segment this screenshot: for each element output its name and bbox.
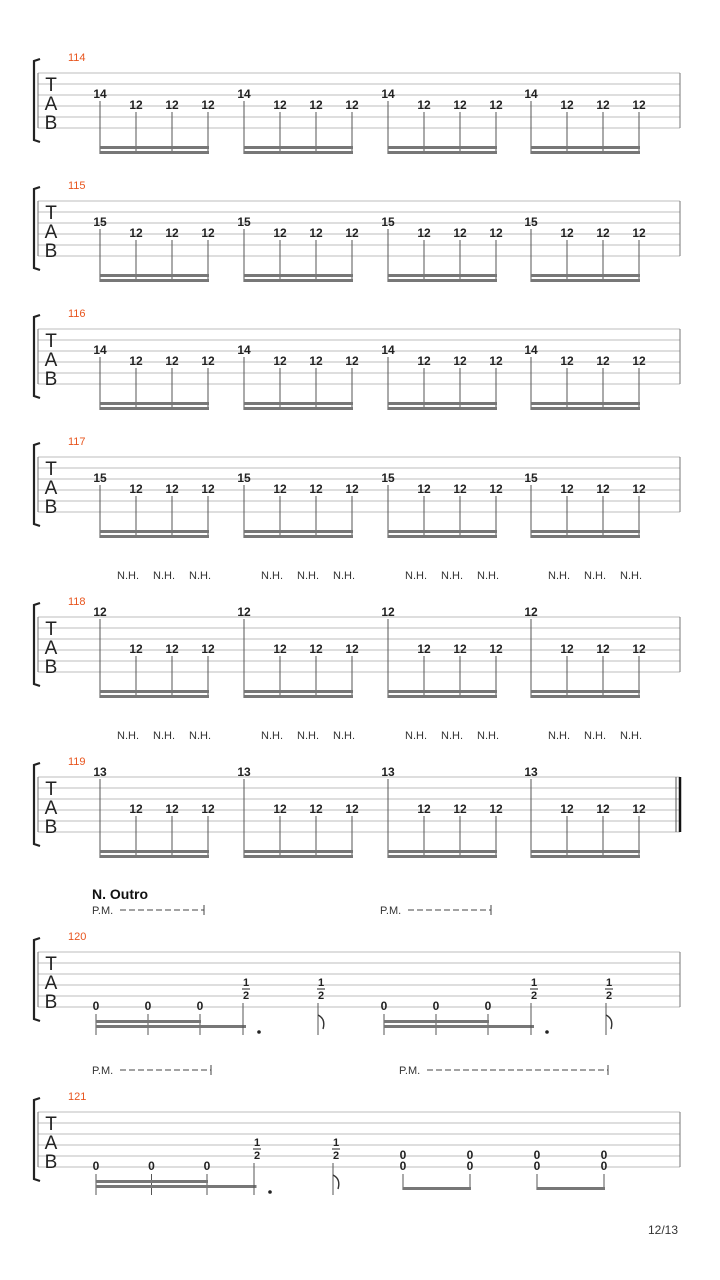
fret-number: 12 [489,642,503,656]
natural-harmonic-mark: N.H. [584,570,606,582]
fret-number: 15 [524,471,538,485]
natural-harmonic-mark: N.H. [297,730,319,742]
measure-number: 116 [68,308,86,320]
note-flag [606,1015,612,1029]
fret-number: 13 [524,765,538,779]
beat-group [93,471,215,538]
system-116-tab-clef-a: A [44,350,58,371]
beam-16th-2 [384,1025,534,1028]
fret-number: 12 [273,354,287,368]
fret-number: 12 [273,802,287,816]
beam-16th-1 [96,1180,208,1183]
beam-16th-2 [531,855,640,858]
beat-group [381,215,503,282]
fret-number: 14 [93,343,107,357]
fret-number: 12 [453,98,467,112]
beat-group [381,471,503,538]
system-115-tab-clef-b: B [44,241,58,262]
natural-harmonic-mark: N.H. [477,730,499,742]
beam-16th-1 [384,1020,489,1023]
beam-16th-2 [531,279,640,282]
fraction-numerator: 1 [317,977,325,989]
fret-number: 12 [201,482,215,496]
fret-number: 12 [596,354,610,368]
fret-number: 0 [600,1159,608,1173]
fret-number: 12 [596,642,610,656]
fret-number: 12 [93,605,107,619]
fret-number: 14 [524,343,538,357]
natural-harmonic-mark: N.H. [405,570,427,582]
beat-group [93,87,215,154]
beam-16th-1 [244,850,353,853]
fret-number: 12 [345,98,359,112]
note-flag [333,1175,339,1189]
natural-harmonic-mark: N.H. [189,730,211,742]
system-117 [34,436,680,538]
beat-group [237,215,359,282]
fret-number: 12 [489,802,503,816]
fret-number: 12 [632,642,646,656]
fret-number: 0 [600,1148,608,1162]
fret-number: 12 [453,642,467,656]
fret-number: 12 [129,642,143,656]
fret-number: 12 [524,605,538,619]
measure-number: 120 [68,931,87,943]
system-120-tab-clef-a: A [44,973,58,994]
beam-16th-2 [388,279,497,282]
system-121-tab-clef-b: B [44,1152,58,1173]
beam-16th-1 [100,274,209,277]
system-115-system-bracket [34,187,40,270]
natural-harmonic-mark: N.H. [333,570,355,582]
beam-16th-2 [244,855,353,858]
fret-number: 12 [417,802,431,816]
beam-16th-2 [244,279,353,282]
fret-number: 0 [148,1159,155,1173]
system-116 [34,308,680,410]
beam-16th-1 [388,146,497,149]
system-119-tab-clef-a: A [44,798,58,819]
fret-number: 12 [560,642,574,656]
beam-16th-2 [244,151,353,154]
fret-number: 12 [453,226,467,240]
fret-number: 15 [237,471,251,485]
fret-number: 12 [129,482,143,496]
beam-16th-2 [388,407,497,410]
natural-harmonic-mark: N.H. [189,570,211,582]
system-116-tab-clef-t: T [45,331,57,352]
fret-number: 12 [309,482,323,496]
beam-16th-2 [96,1025,246,1028]
fret-number: 12 [309,642,323,656]
natural-harmonic-mark: N.H. [548,570,570,582]
system-118 [34,570,680,698]
fret-number: 12 [417,226,431,240]
beam-16th-2 [388,535,497,538]
fret-number: 12 [165,482,179,496]
fraction-numerator: 1 [253,1137,261,1149]
fret-number: 12 [596,482,610,496]
fret-number: 12 [201,226,215,240]
fret-number: 12 [129,98,143,112]
beat-group [93,215,215,282]
palm-mute-label: P.M. [92,905,114,917]
fret-number: 12 [596,802,610,816]
fret-number: 12 [381,605,395,619]
system-114-system-bracket [34,59,40,142]
beam-16th-2 [100,151,209,154]
fret-number: 12 [560,354,574,368]
natural-harmonic-mark: N.H. [477,570,499,582]
system-121-tab-clef-t: T [45,1114,57,1135]
beam-16th-2 [100,855,209,858]
fret-number: 12 [632,98,646,112]
fret-number: 12 [417,354,431,368]
dot [257,1030,261,1034]
fret-number: 0 [533,1159,541,1173]
system-120-tab-clef-b: B [44,992,58,1013]
beam-16th-2 [388,695,497,698]
system-117-tab-clef-t: T [45,459,57,480]
fret-number: 14 [381,343,395,357]
fret-number: 13 [237,765,251,779]
beam-16th-2 [100,535,209,538]
fret-number: 12 [417,98,431,112]
fret-number: 12 [309,226,323,240]
fret-number: 12 [273,98,287,112]
fret-number: 12 [165,226,179,240]
fret-number: 15 [93,215,107,229]
natural-harmonic-mark: N.H. [297,570,319,582]
fret-number: 15 [381,215,395,229]
palm-mute-label: P.M. [399,1065,421,1077]
fret-number: 12 [165,802,179,816]
beam-16th-1 [531,690,640,693]
natural-harmonic-mark: N.H. [405,730,427,742]
system-119-tab-clef-t: T [45,779,57,800]
fret-number: 15 [524,215,538,229]
system-119-tab-clef-b: B [44,817,58,838]
fret-number: 12 [632,802,646,816]
natural-harmonic-mark: N.H. [153,570,175,582]
beam-16th-1 [244,530,353,533]
fret-number: 12 [345,642,359,656]
palm-mute-label: P.M. [92,1065,114,1077]
beam-16th-2 [244,535,353,538]
fret-number: 12 [453,354,467,368]
measure-number: 115 [68,180,86,192]
fret-number: 12 [201,354,215,368]
system-117-system-bracket [34,443,40,526]
beam-16th-1 [531,146,640,149]
beat-group [93,570,215,698]
fret-number: 13 [93,765,107,779]
beam-16th-1 [100,530,209,533]
dot [268,1190,272,1194]
system-121-tab-clef-a: A [44,1133,58,1154]
beat-group [93,730,215,858]
beam-16th-1 [100,850,209,853]
measure-number: 121 [68,1091,87,1103]
measure-number: 118 [68,596,86,608]
fret-number: 0 [144,999,152,1013]
beam-16th-1 [388,690,497,693]
fret-number: 12 [345,802,359,816]
system-114-tab-clef-a: A [44,94,58,115]
fret-number: 12 [165,98,179,112]
system-119 [34,730,680,858]
fret-number: 0 [533,1148,541,1162]
beat-group [237,570,359,698]
beat-group [524,87,646,154]
beam-16th-1 [244,274,353,277]
fret-number: 12 [345,226,359,240]
system-117-tab-clef-b: B [44,497,58,518]
fret-number: 12 [489,354,503,368]
beam-16th-2 [531,695,640,698]
fret-number: 15 [381,471,395,485]
fret-number: 12 [632,226,646,240]
natural-harmonic-mark: N.H. [620,730,642,742]
fraction-denominator: 2 [253,1150,261,1162]
fret-number: 12 [596,226,610,240]
beat-group [381,87,503,154]
fret-number: 12 [129,226,143,240]
fret-number: 12 [417,482,431,496]
natural-harmonic-mark: N.H. [261,730,283,742]
natural-harmonic-mark: N.H. [333,730,355,742]
fret-number: 0 [203,1159,211,1173]
fret-number: 12 [632,354,646,368]
fret-number: 0 [399,1148,407,1162]
natural-harmonic-mark: N.H. [584,730,606,742]
fret-number: 0 [380,999,388,1013]
fret-number: 14 [237,343,251,357]
system-115-tab-clef-a: A [44,222,58,243]
beat-group [237,343,359,410]
fret-number: 12 [237,605,251,619]
fret-number: 12 [201,98,215,112]
beam-16th-2 [388,855,497,858]
system-118-tab-clef-b: B [44,657,58,678]
fraction-denominator: 2 [332,1150,340,1162]
beat-group [381,730,503,858]
fret-number: 12 [273,642,287,656]
beat-group [237,730,359,858]
beat-group [237,471,359,538]
fret-number: 12 [560,98,574,112]
beam-16th-1 [531,530,640,533]
natural-harmonic-mark: N.H. [117,570,139,582]
fret-number: 12 [273,226,287,240]
fret-number: 14 [381,87,395,101]
beam-16th-2 [388,151,497,154]
measure-number: 119 [68,756,86,768]
system-115 [34,180,680,282]
beat-group [524,471,646,538]
beam-16th-1 [388,530,497,533]
beam-16th-1 [244,690,353,693]
system-116-tab-clef-b: B [44,369,58,390]
fret-number: 15 [93,471,107,485]
beat-group [93,343,215,410]
natural-harmonic-mark: N.H. [441,730,463,742]
beat-group [524,570,646,698]
system-121-system-bracket [34,1098,40,1181]
fraction-denominator: 2 [317,990,325,1002]
fret-number: 0 [484,999,492,1013]
system-118-tab-clef-t: T [45,619,57,640]
fret-number: 12 [632,482,646,496]
fret-number: 12 [596,98,610,112]
fret-number: 13 [381,765,395,779]
system-119-system-bracket [34,763,40,846]
fret-number: 12 [560,226,574,240]
beat-group [381,343,503,410]
fret-number: 12 [201,642,215,656]
page-number: 12/13 [647,1223,678,1237]
fret-number: 0 [92,999,100,1013]
beat-group [237,87,359,154]
beam-16th-2 [244,407,353,410]
fret-number: 0 [399,1159,407,1173]
beam-16th-1 [100,690,209,693]
natural-harmonic-mark: N.H. [548,730,570,742]
beam-16th-1 [531,850,640,853]
beat-group [524,215,646,282]
system-120-system-bracket [34,938,40,1021]
fret-number: 12 [165,354,179,368]
beam-8th [537,1187,605,1190]
fret-number: 12 [453,482,467,496]
beam-16th-2 [531,407,640,410]
beam-16th-2 [531,535,640,538]
fret-number: 0 [432,999,440,1013]
fret-number: 14 [524,87,538,101]
fret-number: 0 [196,999,204,1013]
system-116-system-bracket [34,315,40,398]
fret-number: 12 [273,482,287,496]
beam-8th [403,1187,471,1190]
fraction-numerator: 1 [530,977,538,989]
system-121 [34,1065,680,1195]
beam-16th-2 [100,407,209,410]
beam-16th-1 [244,402,353,405]
system-120 [34,886,680,1035]
fret-number: 12 [560,802,574,816]
beat-group [381,570,503,698]
system-114-tab-clef-b: B [44,113,58,134]
fret-number: 0 [466,1159,474,1173]
fret-number: 12 [129,802,143,816]
fret-number: 14 [237,87,251,101]
fret-number: 12 [129,354,143,368]
fret-number: 12 [345,482,359,496]
fret-number: 12 [309,98,323,112]
section-label: N. Outro [92,886,148,902]
beam-16th-1 [388,402,497,405]
beam-16th-1 [388,850,497,853]
natural-harmonic-mark: N.H. [153,730,175,742]
fret-number: 12 [489,226,503,240]
fraction-numerator: 1 [605,977,613,989]
beat-group [524,730,646,858]
fret-number: 12 [201,802,215,816]
fraction-numerator: 1 [332,1137,340,1149]
beam-16th-2 [100,279,209,282]
palm-mute-label: P.M. [380,905,402,917]
measure-number: 114 [68,52,86,64]
beat-group [524,343,646,410]
note-flag [318,1015,324,1029]
fret-number: 12 [165,642,179,656]
beam-16th-2 [244,695,353,698]
fret-number: 12 [560,482,574,496]
natural-harmonic-mark: N.H. [620,570,642,582]
system-114-tab-clef-t: T [45,75,57,96]
fraction-denominator: 2 [605,990,613,1002]
measure-number: 117 [68,436,86,448]
beam-16th-2 [100,695,209,698]
fret-number: 14 [93,87,107,101]
fret-number: 12 [453,802,467,816]
fret-number: 12 [309,354,323,368]
fret-number: 0 [466,1148,474,1162]
fraction-denominator: 2 [242,990,250,1002]
system-118-system-bracket [34,603,40,686]
fret-number: 12 [345,354,359,368]
fret-number: 12 [417,642,431,656]
system-118-tab-clef-a: A [44,638,58,659]
beam-16th-2 [531,151,640,154]
beam-16th-1 [244,146,353,149]
system-114 [34,52,680,154]
system-115-tab-clef-t: T [45,203,57,224]
beam-16th-1 [531,274,640,277]
beam-16th-1 [100,402,209,405]
fret-number: 0 [92,1159,100,1173]
beam-16th-1 [96,1020,201,1023]
fret-number: 15 [237,215,251,229]
beam-16th-2 [96,1185,257,1188]
natural-harmonic-mark: N.H. [261,570,283,582]
natural-harmonic-mark: N.H. [441,570,463,582]
fraction-numerator: 1 [242,977,250,989]
fret-number: 12 [489,482,503,496]
fraction-denominator: 2 [530,990,538,1002]
natural-harmonic-mark: N.H. [117,730,139,742]
system-117-tab-clef-a: A [44,478,58,499]
beam-16th-1 [531,402,640,405]
beam-16th-1 [100,146,209,149]
beam-16th-1 [388,274,497,277]
fret-number: 12 [309,802,323,816]
system-120-tab-clef-t: T [45,954,57,975]
dot [545,1030,549,1034]
fret-number: 12 [489,98,503,112]
